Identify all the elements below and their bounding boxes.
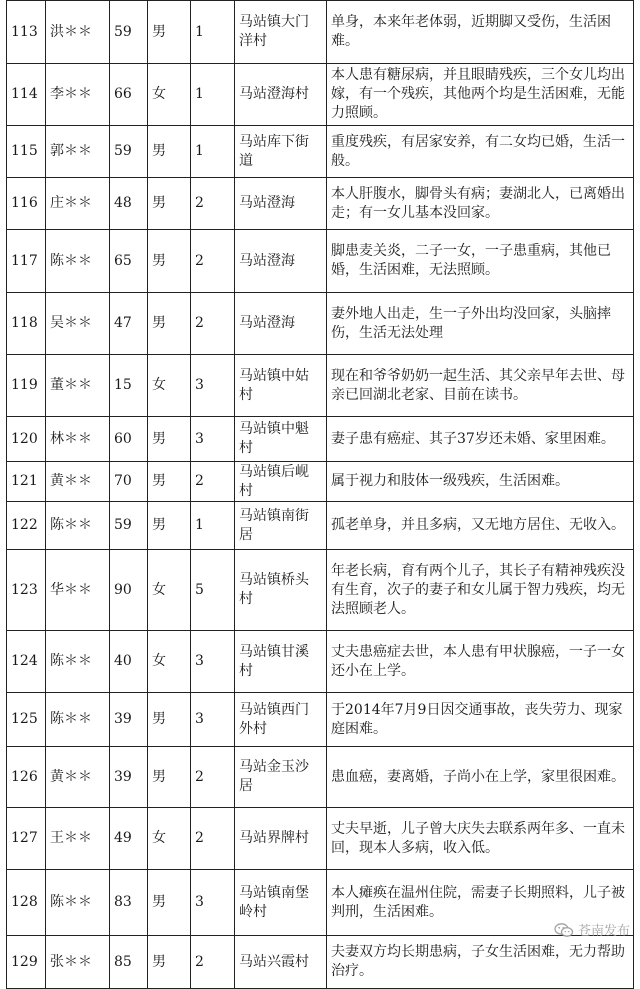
watermark bbox=[554, 920, 630, 939]
row-age: 47 bbox=[110, 293, 148, 355]
row-age: 60 bbox=[110, 417, 148, 462]
row-number: 113 bbox=[7, 1, 46, 64]
row-village: 马站兴霞村 bbox=[235, 936, 327, 989]
row-household-count: 1 bbox=[191, 502, 235, 550]
row-description: 本人患有糖尿病，并且眼睛残疾，三个女儿均出嫁，有一个残疾，其他两个均是生活困难，无能力照顾。 bbox=[327, 64, 634, 126]
watermark-text: 苍南发布 bbox=[577, 924, 630, 939]
row-number: 115 bbox=[7, 126, 46, 178]
row-gender: 女 bbox=[148, 355, 191, 417]
row-description: 丈夫患癌症去世，本人患有甲状腺癌，一子一女还小在上学。 bbox=[327, 631, 634, 693]
row-name: 林＊＊ bbox=[46, 417, 110, 462]
row-name: 黄＊＊ bbox=[46, 747, 110, 808]
row-village: 马站澄海 bbox=[235, 293, 327, 355]
table-row bbox=[7, 178, 634, 230]
row-number: 126 bbox=[7, 747, 46, 808]
row-name: 陈＊＊ bbox=[46, 502, 110, 550]
row-age: 49 bbox=[110, 808, 148, 870]
row-gender: 女 bbox=[148, 64, 191, 126]
row-name: 华＊＊ bbox=[46, 550, 110, 631]
row-household-count: 1 bbox=[191, 1, 235, 64]
row-household-count: 2 bbox=[191, 808, 235, 870]
row-description: 本人肝腹水，脚骨头有病；妻湖北人，已离婚出走；有一女儿基本没回家。 bbox=[327, 178, 634, 230]
row-description: 妻子患有癌症、其子37岁还未婚、家里困难。 bbox=[327, 417, 634, 462]
row-description: 属于视力和肢体一级残疾，生活困难。 bbox=[327, 462, 634, 502]
row-description: 脚患麦关炎，二子一女，一子患重病，其他已婚，生活困难，无法照顾。 bbox=[327, 230, 634, 293]
row-description: 夫妻双方均长期患病，子女生活困难，无力帮助治疗。 bbox=[327, 936, 634, 989]
table-row bbox=[7, 64, 634, 126]
wechat-icon bbox=[554, 922, 574, 938]
row-village: 马站澄海 bbox=[235, 230, 327, 293]
row-description: 年老长病，育有两个儿子，其长子有精神残疾没有生育，次子的妻子和女儿属于智力残疾，均无法照顾老人。 bbox=[327, 550, 634, 631]
row-age: 83 bbox=[110, 870, 148, 936]
table-row bbox=[7, 462, 634, 502]
row-number: 128 bbox=[7, 870, 46, 936]
row-gender: 男 bbox=[148, 178, 191, 230]
row-number: 114 bbox=[7, 64, 46, 126]
row-age: 85 bbox=[110, 936, 148, 989]
table-row bbox=[7, 631, 634, 693]
row-village: 马站镇后岘村 bbox=[235, 462, 327, 502]
table-row bbox=[7, 747, 634, 808]
row-age: 15 bbox=[110, 355, 148, 417]
row-number: 129 bbox=[7, 936, 46, 989]
row-number: 124 bbox=[7, 631, 46, 693]
table-row bbox=[7, 293, 634, 355]
table-row bbox=[7, 870, 634, 936]
row-description: 现在和爷爷奶奶一起生活、其父亲早年去世、母亲已回湖北老家、目前在读书。 bbox=[327, 355, 634, 417]
row-gender: 男 bbox=[148, 230, 191, 293]
row-gender: 男 bbox=[148, 870, 191, 936]
table-row bbox=[7, 417, 634, 462]
row-household-count: 2 bbox=[191, 230, 235, 293]
row-description: 于2014年7月9日因交通事故，丧失劳力、现家庭困难。 bbox=[327, 693, 634, 747]
row-age: 39 bbox=[110, 693, 148, 747]
row-number: 116 bbox=[7, 178, 46, 230]
row-household-count: 3 bbox=[191, 355, 235, 417]
row-number: 123 bbox=[7, 550, 46, 631]
table-row bbox=[7, 502, 634, 550]
row-name: 吴＊＊ bbox=[46, 293, 110, 355]
row-name: 陈＊＊ bbox=[46, 631, 110, 693]
row-household-count: 5 bbox=[191, 550, 235, 631]
row-gender: 男 bbox=[148, 936, 191, 989]
row-household-count: 2 bbox=[191, 747, 235, 808]
row-name: 陈＊＊ bbox=[46, 870, 110, 936]
row-village: 马站库下街道 bbox=[235, 126, 327, 178]
row-name: 李＊＊ bbox=[46, 64, 110, 126]
row-name: 庄＊＊ bbox=[46, 178, 110, 230]
row-description: 单身，本来年老体弱，近期脚又受伤，生活困难。 bbox=[327, 1, 634, 64]
row-household-count: 2 bbox=[191, 293, 235, 355]
row-description: 妻外地人出走，生一子外出均没回家，头脑摔伤，生活无法处理 bbox=[327, 293, 634, 355]
row-age: 59 bbox=[110, 126, 148, 178]
row-number: 117 bbox=[7, 230, 46, 293]
row-number: 122 bbox=[7, 502, 46, 550]
table-row bbox=[7, 126, 634, 178]
row-gender: 男 bbox=[148, 293, 191, 355]
row-village: 马站澄海村 bbox=[235, 64, 327, 126]
row-village: 马站镇中魁村 bbox=[235, 417, 327, 462]
row-number: 120 bbox=[7, 417, 46, 462]
row-household-count: 2 bbox=[191, 936, 235, 989]
row-name: 陈＊＊ bbox=[46, 693, 110, 747]
row-household-count: 3 bbox=[191, 693, 235, 747]
records-table bbox=[6, 0, 634, 989]
row-age: 40 bbox=[110, 631, 148, 693]
row-description: 患血癌，妻离婚，子尚小在上学，家里很困难。 bbox=[327, 747, 634, 808]
row-gender: 女 bbox=[148, 631, 191, 693]
row-village: 马站界牌村 bbox=[235, 808, 327, 870]
row-household-count: 1 bbox=[191, 126, 235, 178]
row-age: 48 bbox=[110, 178, 148, 230]
row-description: 重度残疾，有居家安养，有二女均已婚，生活一般。 bbox=[327, 126, 634, 178]
row-age: 59 bbox=[110, 1, 148, 64]
row-household-count: 1 bbox=[191, 64, 235, 126]
row-name: 张＊＊ bbox=[46, 936, 110, 989]
row-name: 郭＊＊ bbox=[46, 126, 110, 178]
table-row bbox=[7, 355, 634, 417]
table-row bbox=[7, 230, 634, 293]
row-age: 65 bbox=[110, 230, 148, 293]
row-household-count: 3 bbox=[191, 631, 235, 693]
row-gender: 女 bbox=[148, 808, 191, 870]
row-number: 125 bbox=[7, 693, 46, 747]
row-description: 本人瘫痪在温州住院，需妻子长期照料，儿子被判刑，生活困难。 bbox=[327, 870, 634, 936]
table-row bbox=[7, 1, 634, 64]
table-row bbox=[7, 808, 634, 870]
table-row bbox=[7, 550, 634, 631]
row-gender: 女 bbox=[148, 550, 191, 631]
row-age: 70 bbox=[110, 462, 148, 502]
row-name: 王＊＊ bbox=[46, 808, 110, 870]
row-number: 118 bbox=[7, 293, 46, 355]
row-gender: 男 bbox=[148, 462, 191, 502]
row-gender: 男 bbox=[148, 126, 191, 178]
row-village: 马站镇南街居 bbox=[235, 502, 327, 550]
row-village: 马站镇大门洋村 bbox=[235, 1, 327, 64]
row-age: 90 bbox=[110, 550, 148, 631]
row-village: 马站镇甘溪村 bbox=[235, 631, 327, 693]
row-number: 119 bbox=[7, 355, 46, 417]
row-age: 39 bbox=[110, 747, 148, 808]
row-village: 马站镇桥头村 bbox=[235, 550, 327, 631]
records-body bbox=[7, 1, 634, 989]
row-description: 孤老单身，并且多病，又无地方居住、无收入。 bbox=[327, 502, 634, 550]
row-name: 陈＊＊ bbox=[46, 230, 110, 293]
row-age: 59 bbox=[110, 502, 148, 550]
row-village: 马站镇南堡岭村 bbox=[235, 870, 327, 936]
row-gender: 男 bbox=[148, 693, 191, 747]
row-gender: 男 bbox=[148, 747, 191, 808]
row-village: 马站金玉沙居 bbox=[235, 747, 327, 808]
row-household-count: 3 bbox=[191, 417, 235, 462]
row-number: 121 bbox=[7, 462, 46, 502]
row-gender: 男 bbox=[148, 417, 191, 462]
row-village: 马站镇西门外村 bbox=[235, 693, 327, 747]
row-gender: 男 bbox=[148, 502, 191, 550]
row-village: 马站澄海 bbox=[235, 178, 327, 230]
row-household-count: 2 bbox=[191, 462, 235, 502]
row-gender: 男 bbox=[148, 1, 191, 64]
table-row bbox=[7, 693, 634, 747]
row-number: 127 bbox=[7, 808, 46, 870]
row-name: 董＊＊ bbox=[46, 355, 110, 417]
row-name: 洪＊＊ bbox=[46, 1, 110, 64]
row-name: 黄＊＊ bbox=[46, 462, 110, 502]
row-household-count: 3 bbox=[191, 870, 235, 936]
table-row bbox=[7, 936, 634, 989]
row-village: 马站镇中姑村 bbox=[235, 355, 327, 417]
row-description: 丈夫早逝，儿子曾大庆失去联系两年多、一直未回，现本人多病，收入低。 bbox=[327, 808, 634, 870]
row-age: 66 bbox=[110, 64, 148, 126]
row-household-count: 2 bbox=[191, 178, 235, 230]
